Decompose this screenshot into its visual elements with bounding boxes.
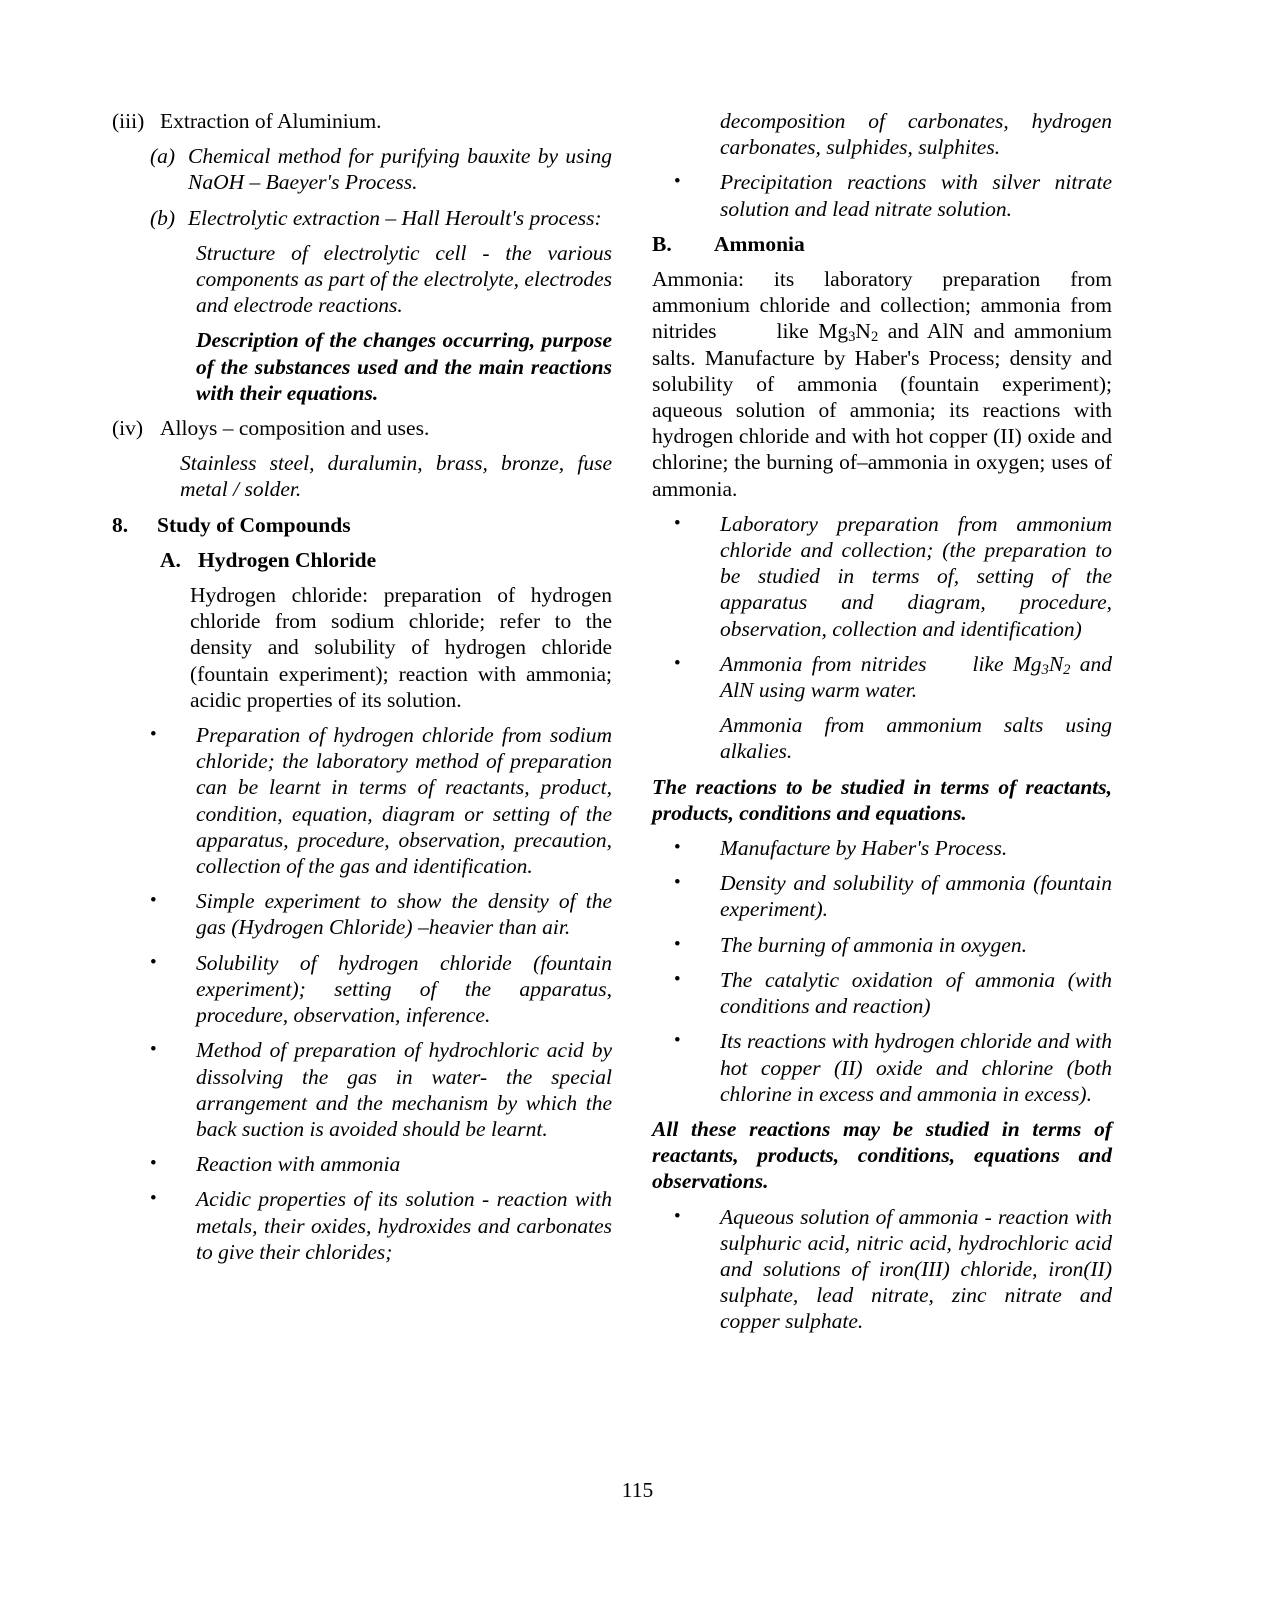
bullet-icon: •: [150, 1153, 157, 1175]
list-item: [150, 1151, 612, 1177]
list-marker-iv: (iv): [112, 416, 144, 441]
list-item-iii-b-text: Electrolytic extraction – Hall Heroult's process:: [188, 205, 602, 230]
section-8-heading: [112, 512, 612, 538]
ammonia-bullet-nitrides: [720, 651, 1112, 703]
list-item-iii-b: [150, 205, 612, 231]
list-item: [150, 1037, 612, 1142]
nitrides-pre: Ammonia from nitrides: [720, 651, 927, 676]
list-item: [674, 932, 1112, 958]
ammonia-bullet-haber: Manufacture by Haber's Process.: [720, 836, 1008, 861]
ammonia-bullet-lab-prep: Laboratory preparation from ammonium chloride and collection; (the preparation to be studied in terms of, setting of the apparatus and diagram, procedure, observation, collection and identification): [720, 511, 1112, 641]
ammonia-bullet-aqueous: Aqueous solution of ammonia - reaction with sulphuric acid, nitric acid, hydrochloric acid and solutions of iron(III) chloride, iron(II) sulphate, lead nitrate, zinc nitrate and copper sulphate.: [720, 1204, 1112, 1334]
bullet-icon: •: [150, 1039, 157, 1061]
alloys-detail: Stainless steel, duralumin, brass, bronze, fuse metal / solder.: [180, 451, 612, 502]
ammonia-emphasis-1: The reactions to be studied in terms of reactants, products, conditions and equations.: [652, 774, 1112, 825]
list-marker-iii: (iii): [112, 109, 145, 133]
list-item-iii-a-text: Chemical method for purifying bauxite by using NaOH – Baeyer's Process.: [188, 144, 612, 195]
hcl-bullet-5: Reaction with ammonia: [196, 1152, 401, 1177]
ammonia-bullet-density: Density and solubility of ammonia (fountain experiment).: [720, 871, 1112, 922]
right-column: [652, 108, 1112, 1344]
formula-mg-subscript: 3: [1041, 662, 1049, 679]
list-item-iii-a: [150, 143, 612, 195]
continued-carbonates-text: decomposition of carbonates, hydrogen carbonates, sulphides, sulphites.: [720, 109, 1112, 160]
list-item: [150, 888, 612, 940]
list-item: [674, 511, 1112, 642]
bullet-icon: •: [674, 837, 681, 859]
formula-magnesium-nitride: $Mg_3N_2$: [818, 319, 879, 346]
list-marker-a: (a): [150, 144, 176, 169]
bullet-icon: •: [674, 933, 681, 955]
hcl-bullet-4: Method of preparation of hydrochloric acid by dissolving the gas in water- the special arrangement and the mechanism by which the back suction is avoided should be learnt.: [196, 1038, 612, 1141]
section-A-marker: A.: [160, 547, 181, 572]
formula-magnesium-nitride: $Mg_3N_2$: [1012, 651, 1071, 679]
bullet-icon: •: [674, 652, 681, 674]
section-8-marker: 8.: [112, 512, 129, 537]
list-marker-b: (b): [150, 205, 176, 230]
hcl-bullet-3: Solubility of hydrogen chloride (fountain experiment); setting of the apparatus, procedure, observation, inference.: [196, 950, 612, 1028]
bullet-icon: •: [150, 1188, 157, 1210]
precipitation-bullet: Precipitation reactions with silver nitrate solution and lead nitrate solution.: [720, 170, 1112, 221]
ammonia-from-salts: Ammonia from ammonium salts using alkalies.: [720, 713, 1112, 764]
hcl-bullet-1: Preparation of hydrogen chloride from sodium chloride; the laboratory method of preparation can be learnt in terms of reactants, product, condition, equation, diagram or setting of the apparatus, procedure, observation, precaution, collection of the gas and identification.: [196, 723, 612, 879]
bullet-icon: •: [674, 171, 681, 193]
list-item: [674, 967, 1112, 1019]
list-item-iii: [112, 108, 612, 134]
section-A-title: Hydrogen Chloride: [198, 547, 377, 572]
section-B-marker: B.: [652, 231, 672, 256]
list-item-iv-text: Alloys – composition and uses.: [160, 416, 430, 441]
ammonia-intro: [652, 266, 1112, 502]
ammonia-intro-part1: Ammonia: its laboratory preparation from ammonium chloride and collection; ammonia from nitrides: [652, 267, 1112, 344]
hydrogen-chloride-intro: Hydrogen chloride: preparation of hydrogen chloride from sodium chloride; refer to the density and solubility of hydrogen chloride (fountain experiment); reaction with ammonia; acidic properties of its solution.: [190, 583, 612, 712]
list-item: [150, 722, 612, 879]
list-item-iii-text: Extraction of Aluminium.: [160, 109, 382, 133]
ammonia-bullet-reactions: Its reactions with hydrogen chloride and with hot copper (II) oxide and chlorine (both chlorine in excess and ammonia in excess).: [720, 1029, 1112, 1106]
bullet-icon: •: [674, 1205, 681, 1227]
bullet-icon: •: [674, 872, 681, 894]
left-column: [112, 108, 612, 1344]
list-item: [150, 950, 612, 1029]
formula-n-subscript: 2: [870, 329, 879, 346]
ammonia-bullet-catalytic: The catalytic oxidation of ammonia (with conditions and reaction): [720, 967, 1112, 1019]
section-8-title: Study of Compounds: [157, 512, 351, 537]
section-B-heading: [652, 231, 1112, 257]
list-item-iv: [112, 415, 612, 441]
formula-n-subscript: 2: [1063, 662, 1071, 679]
page-number: 115: [621, 1478, 654, 1502]
electrolytic-cell-detail: Structure of electrolytic cell - the various components as part of the electrolyte, electrodes and electrode reactions.: [196, 240, 612, 318]
bullet-icon: •: [150, 890, 157, 912]
nitrides-post: and AlN using warm water.: [720, 651, 1112, 703]
bullet-icon: •: [674, 512, 681, 534]
list-item: [150, 1186, 612, 1265]
ammonia-bullet-burning: The burning of ammonia in oxygen.: [720, 932, 1027, 957]
ammonia-intro-part2: and AlN and ammonium salts. Manufacture by Haber's Process; density and solubility of ammonia (fountain experiment); aqueous solution of ammonia; its reactions with hydrogen chloride and with hot copper (II) oxide and chlorine; the burning of–ammonia in oxygen; uses of ammonia.: [652, 319, 1112, 501]
hcl-bullet-2: Simple experiment to show the density of the gas (Hydrogen Chloride) –heavier than air.: [196, 889, 612, 940]
nitrides-like: like: [972, 651, 1004, 676]
formula-mg-subscript: 3: [848, 329, 856, 346]
section-A-heading: [160, 547, 612, 573]
bullet-icon: •: [150, 951, 157, 973]
list-item: [674, 870, 1112, 922]
list-item: [674, 1028, 1112, 1107]
two-column-layout: [112, 108, 1152, 1344]
section-B-title: Ammonia: [714, 231, 805, 256]
bullet-icon: •: [150, 724, 157, 746]
list-item: [674, 835, 1112, 861]
bullet-icon: •: [674, 1030, 681, 1052]
hcl-bullet-6: Acidic properties of its solution - reaction with metals, their oxides, hydroxides and carbonates to give their chlorides;: [196, 1187, 612, 1264]
list-item: [674, 651, 1112, 703]
electrolytic-cell-emphasis: Description of the changes occurring, purpose of the substances used and the main reactions with their equations.: [196, 328, 612, 405]
list-item: [674, 169, 1112, 221]
ammonia-intro-like: like: [776, 319, 809, 344]
ammonia-emphasis-2: All these reactions may be studied in terms of reactants, products, conditions, equations and observations.: [652, 1116, 1112, 1194]
bullet-icon: •: [674, 968, 681, 990]
list-item: [674, 1204, 1112, 1335]
